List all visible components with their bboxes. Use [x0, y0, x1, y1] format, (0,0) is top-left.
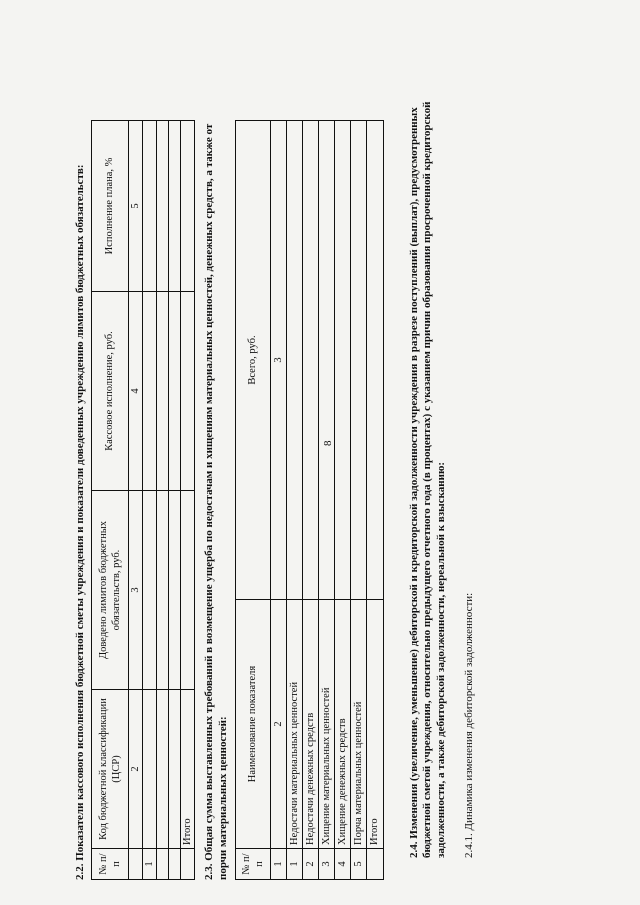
column-header: Код бюджетной классификации (ЦСР) [91, 690, 128, 849]
table-cell [367, 121, 383, 600]
page-number: 8 [322, 440, 334, 446]
section-2-4-1-subheading: 2.4.1. Динамика изменения дебиторской задолженности: [462, 592, 475, 858]
table-cell: Недостачи материальных ценностей [286, 600, 302, 849]
table-cell: 5 [128, 121, 142, 292]
table-cell [169, 690, 181, 849]
table-cell: 3 [128, 491, 142, 690]
table-cell [157, 121, 169, 292]
cash-execution-table [91, 120, 195, 880]
document-page [74, 100, 514, 880]
table-cell [157, 292, 169, 491]
table-cell: Недостачи денежных средств [302, 600, 318, 849]
table-row [335, 121, 351, 880]
table-cell [169, 121, 181, 292]
table-number-row [128, 121, 142, 880]
table-cell: 5 [351, 849, 367, 880]
table-cell [128, 849, 142, 880]
table-cell [169, 292, 181, 491]
table-cell: 1 [270, 849, 286, 880]
column-header: Доведено лимитов бюджетных обязательств, руб. [91, 491, 128, 690]
section-2-4-heading: 2.4. Изменения (увеличение, уменьшение) дебиторской и кредиторской задолженности учреждения в разрезе поступлений (выплат), предусмотренных бюджетной сметой учреждения, относительно предыдущего отчетного года (в процентах) с указанием причин образования просроченной кредиторской задолженности, а также дебиторской задолженности, нереальной к взысканию: [407, 101, 447, 858]
column-header: Кассовое исполнение, руб. [91, 292, 128, 491]
table-cell [367, 849, 383, 880]
column-header: № п/п [91, 849, 128, 880]
table-cell [335, 121, 351, 600]
table-cell [286, 121, 302, 600]
table-cell: 3 [319, 849, 335, 880]
table-cell: 1 [286, 849, 302, 880]
table-cell: Хищение денежных средств [335, 600, 351, 849]
table-cell [157, 491, 169, 690]
section-2-2-heading: 2.2. Показатели кассового исполнения бюджетной сметы учреждения и показатели доведенных учреждению лимитов бюджетных обязательств: [74, 164, 86, 880]
table-header-row [235, 121, 270, 880]
table-cell [142, 121, 156, 292]
table-cell [302, 121, 318, 600]
total-label: Итого [181, 690, 195, 849]
table-header-row [91, 121, 128, 880]
table-cell [181, 292, 195, 491]
table-cell [157, 690, 169, 849]
table-cell [319, 121, 335, 600]
table-cell: Порча материальных ценностей [351, 600, 367, 849]
table-cell: 4 [128, 292, 142, 491]
table-cell: 4 [335, 849, 351, 880]
table-row [319, 121, 335, 880]
table-cell: Хищение материальных ценностей [319, 600, 335, 849]
table-cell: 2 [270, 600, 286, 849]
table-row [286, 121, 302, 880]
table-cell [169, 849, 181, 880]
table-row [157, 121, 169, 880]
table-cell [157, 849, 169, 880]
table-cell: 3 [270, 121, 286, 600]
table-cell: 1 [142, 849, 156, 880]
table-cell [142, 690, 156, 849]
table-cell [169, 491, 181, 690]
table-cell: 2 [302, 849, 318, 880]
table-row [302, 121, 318, 880]
damage-claims-table [235, 120, 384, 880]
table-cell [142, 491, 156, 690]
table-total-row [181, 121, 195, 880]
table-row [351, 121, 367, 880]
table-cell [181, 849, 195, 880]
table-cell [181, 491, 195, 690]
table-cell [181, 121, 195, 292]
column-header: Исполнение плана, % [91, 121, 128, 292]
table-row [142, 121, 156, 880]
column-header: Наименование показателя [235, 600, 270, 849]
total-label: Итого [367, 600, 383, 849]
table-cell [351, 121, 367, 600]
table-row [169, 121, 181, 880]
column-header: № п/п [235, 849, 270, 880]
table-number-row [270, 121, 286, 880]
section-2-3-heading: 2.3. Общая сумма выставленных требований в возмещение ущерба по недостачам и хищениям материальных ценностей, денежных средств, а также от порчи материальных ценностей: [203, 123, 229, 880]
column-header: Всего, руб. [235, 121, 270, 600]
table-total-row [367, 121, 383, 880]
table-cell [142, 292, 156, 491]
table-cell: 2 [128, 690, 142, 849]
